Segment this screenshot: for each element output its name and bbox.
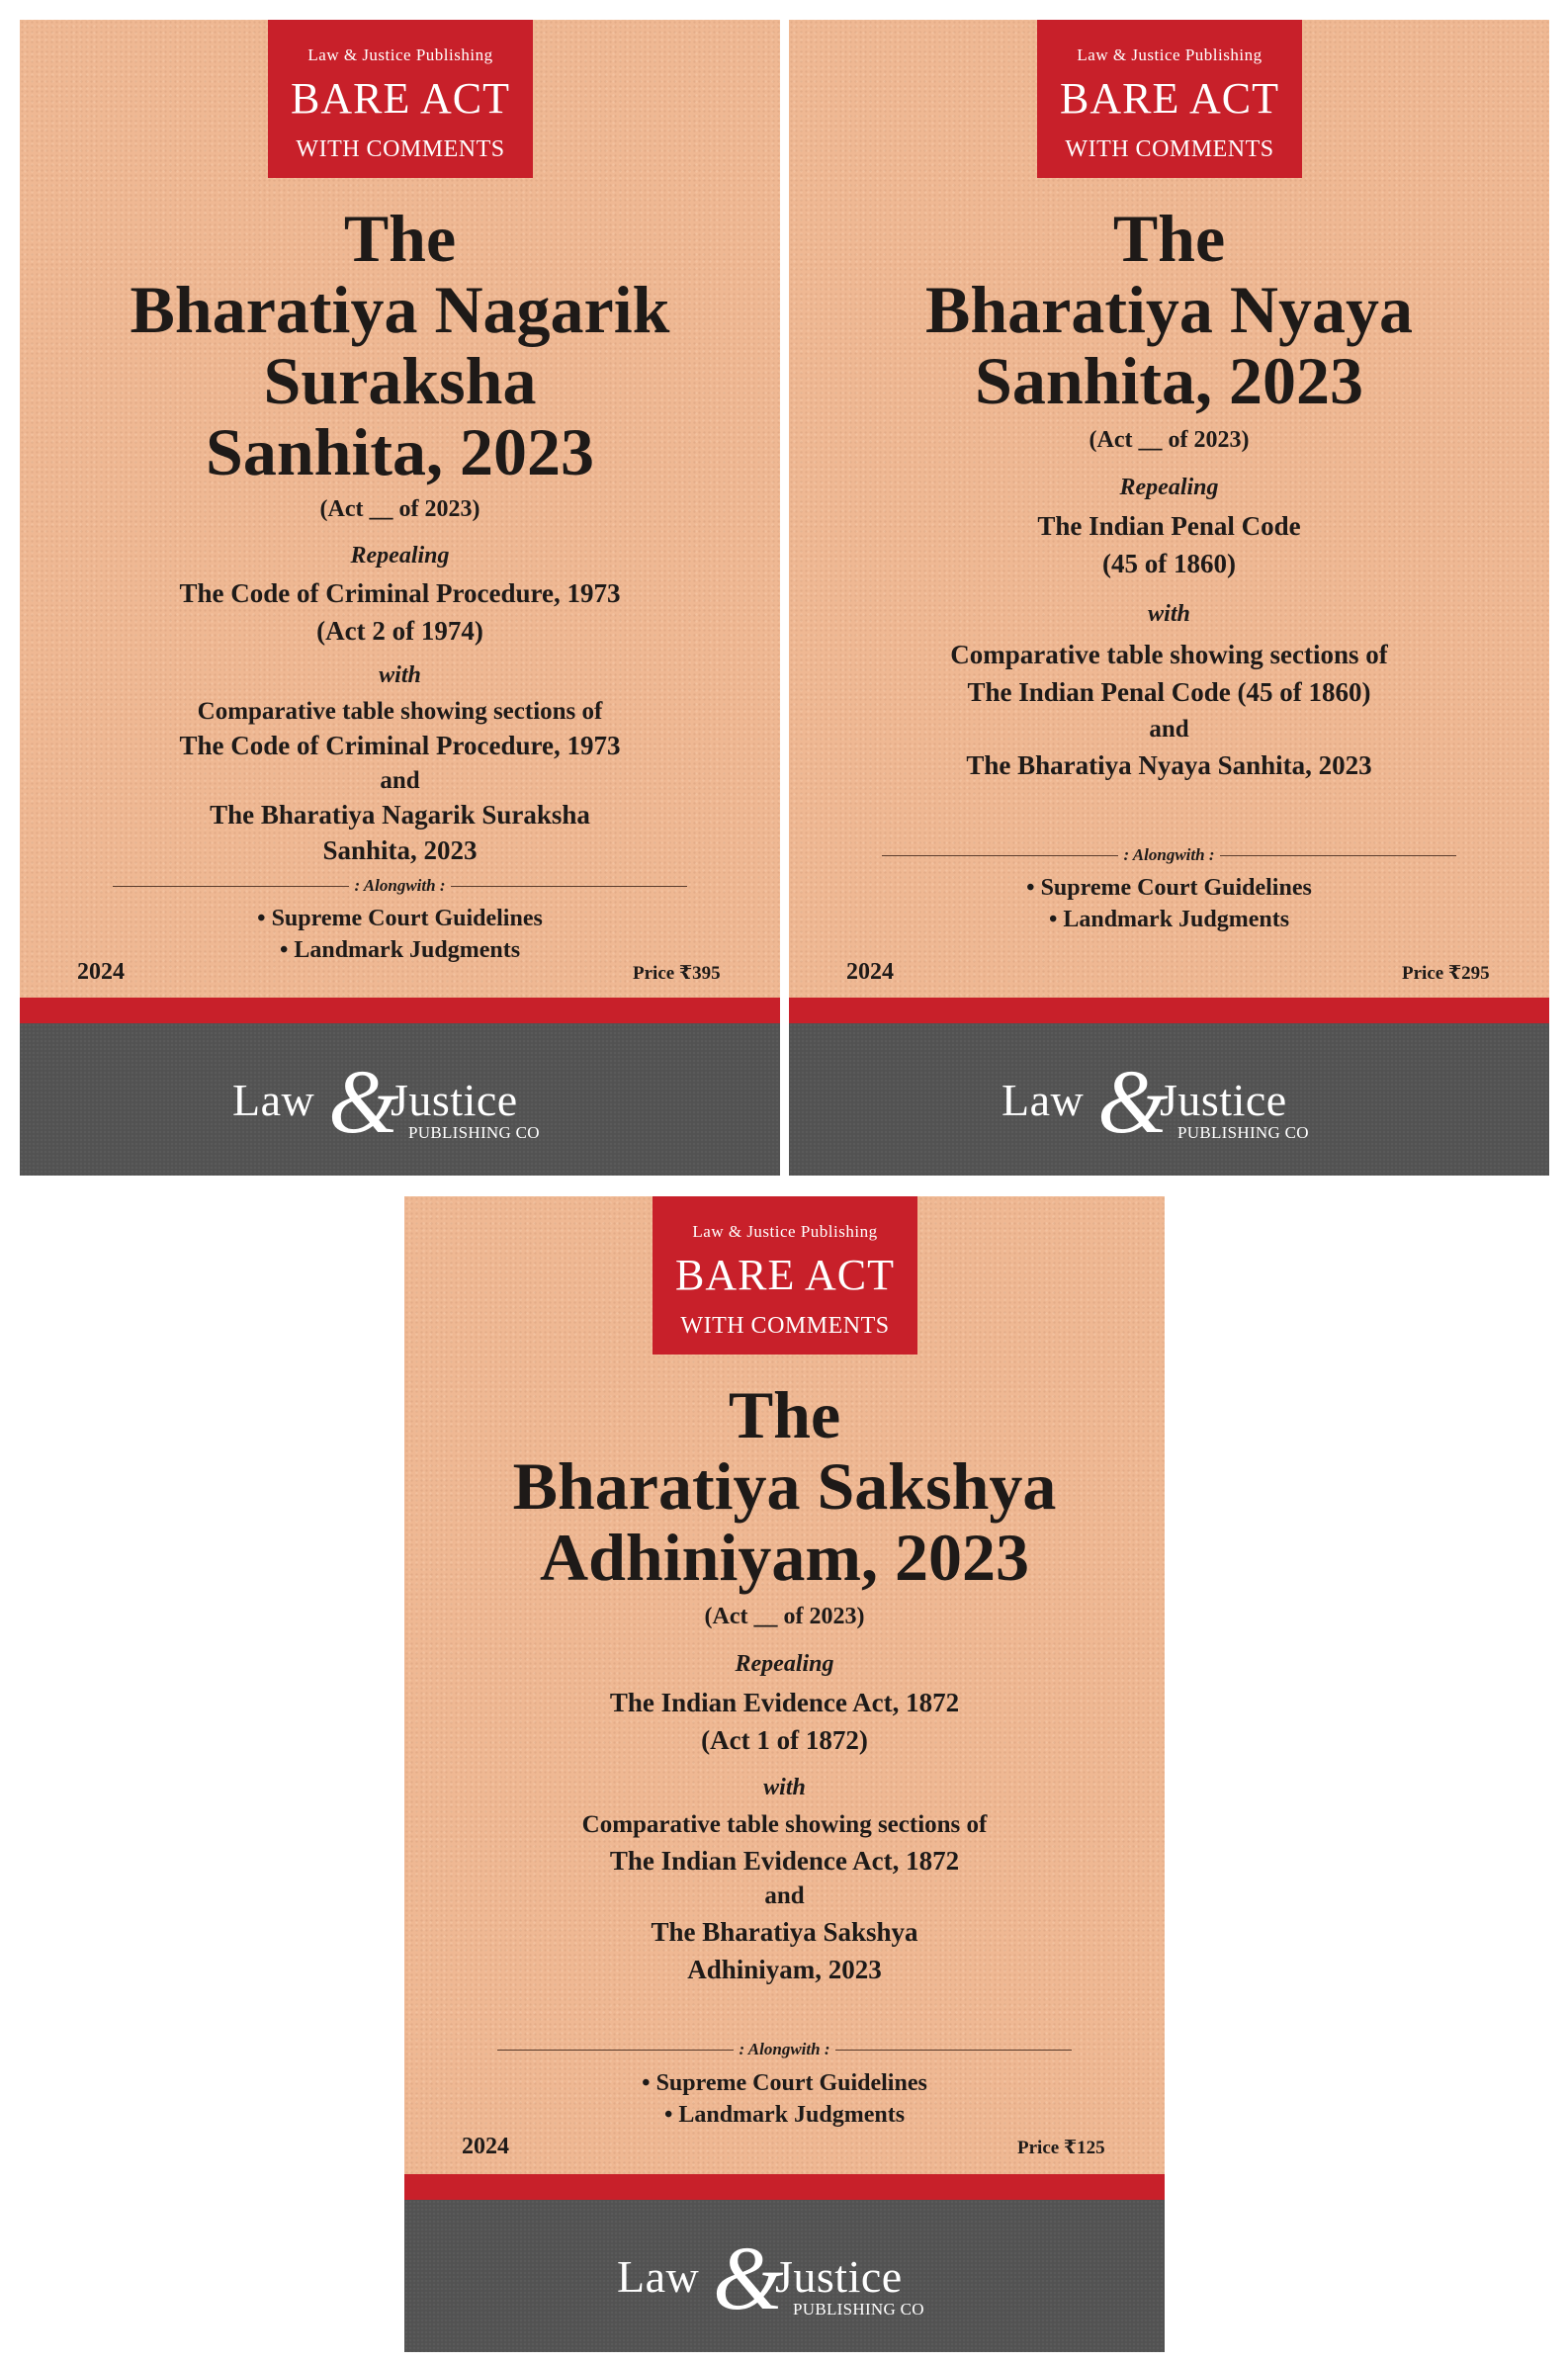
- repealed-act-line: The Indian Evidence Act, 1872: [609, 1688, 960, 1717]
- publisher-small-label: Law & Justice Publishing: [1077, 45, 1263, 64]
- with-label: with: [1148, 601, 1190, 627]
- book-title-line: Bharatiya Nyaya: [925, 272, 1413, 347]
- bare-act-badge: [653, 1196, 917, 1355]
- footer-band: [20, 1023, 780, 1176]
- comparative-line: The Indian Penal Code (45 of 1860): [967, 677, 1371, 707]
- logo-law-text: Law: [232, 1075, 315, 1125]
- price-label: Price ₹395: [633, 963, 721, 984]
- price-label: Price ₹125: [1017, 2138, 1105, 2158]
- act-number: (Act __ of 2023): [704, 1604, 865, 1629]
- comparative-line: Comparative table showing sections of: [197, 698, 603, 725]
- logo-ampersand: &: [713, 2228, 784, 2328]
- bullet-item: • Landmark Judgments: [279, 937, 521, 963]
- book-cover-nyaya-sanhita: [789, 20, 1549, 1176]
- logo-law-text: Law: [1002, 1075, 1085, 1125]
- book-title-line: The: [1112, 201, 1226, 276]
- book-title-line: Adhiniyam, 2023: [540, 1520, 1029, 1595]
- red-band: [404, 2174, 1165, 2200]
- logo-law-text: Law: [617, 2251, 700, 2302]
- publisher-logo: [1002, 1051, 1338, 1152]
- bullet-item: • Landmark Judgments: [663, 2102, 906, 2128]
- alongwith-label: : Alongwith :: [354, 876, 446, 895]
- bullet-item: • Landmark Judgments: [1048, 907, 1290, 932]
- bullet-item: • Supreme Court Guidelines: [257, 906, 543, 931]
- publisher-small-label: Law & Justice Publishing: [692, 1222, 878, 1241]
- publisher-logo: [617, 2228, 953, 2328]
- comparative-line: Comparative table showing sections of: [581, 1811, 988, 1838]
- bare-act-badge: [1037, 20, 1302, 178]
- alongwith-label: : Alongwith :: [739, 2040, 830, 2058]
- alongwith-divider: [113, 876, 687, 896]
- book-title-line: Suraksha: [263, 343, 537, 418]
- book-title-line: Sanhita, 2023: [975, 343, 1363, 418]
- logo-subtitle: PUBLISHING CO: [793, 2300, 924, 2318]
- comparative-line: and: [764, 1882, 805, 1909]
- book-cover-sakshya-adhiniyam: [404, 1196, 1165, 2352]
- divider-rule: [451, 886, 687, 887]
- repealing-label: Repealing: [735, 1651, 834, 1677]
- comparative-line: Sanhita, 2023: [322, 835, 478, 865]
- repealed-act-line: (Act 2 of 1974): [316, 616, 483, 646]
- bullet-item: • Supreme Court Guidelines: [642, 2070, 927, 2096]
- comparative-line: Adhiniyam, 2023: [687, 1955, 882, 1984]
- repealed-act-line: (Act 1 of 1872): [701, 1725, 868, 1755]
- divider-rule: [1220, 855, 1456, 856]
- bullet-item: • Supreme Court Guidelines: [1026, 875, 1312, 901]
- logo-ampersand: &: [1097, 1051, 1169, 1152]
- logo-subtitle: PUBLISHING CO: [408, 1123, 540, 1142]
- comparative-line: and: [1149, 716, 1189, 743]
- book-title-line: Sanhita, 2023: [206, 414, 594, 489]
- comparative-line: Comparative table showing sections of: [950, 640, 1388, 669]
- comparative-line: The Bharatiya Nyaya Sanhita, 2023: [966, 750, 1372, 780]
- badge-sub-label: WITH COMMENTS: [296, 136, 505, 162]
- comparative-line: and: [380, 767, 420, 794]
- logo-justice-text: Justice: [775, 2251, 903, 2302]
- with-label: with: [763, 1775, 806, 1800]
- bare-act-badge: [268, 20, 533, 178]
- logo-justice-text: Justice: [391, 1075, 518, 1125]
- edition-year: 2024: [846, 959, 894, 985]
- logo-justice-text: Justice: [1160, 1075, 1287, 1125]
- alongwith-divider: [497, 2040, 1072, 2059]
- footer-band: [404, 2200, 1165, 2352]
- repealed-act-line: The Indian Penal Code: [1037, 511, 1301, 541]
- book-title-line: The: [728, 1377, 841, 1452]
- red-band: [20, 998, 780, 1023]
- book-title-line: Bharatiya Sakshya: [512, 1448, 1057, 1524]
- divider-rule: [497, 2050, 734, 2051]
- divider-rule: [113, 886, 349, 887]
- comparative-line: The Indian Evidence Act, 1872: [609, 1846, 960, 1876]
- badge-sub-label: WITH COMMENTS: [1065, 136, 1274, 162]
- price-label: Price ₹295: [1402, 963, 1490, 984]
- badge-main-label: BARE ACT: [291, 74, 510, 123]
- red-band: [789, 998, 1549, 1023]
- badge-main-label: BARE ACT: [675, 1251, 895, 1299]
- act-number: (Act __ of 2023): [319, 496, 480, 522]
- badge-main-label: BARE ACT: [1060, 74, 1279, 123]
- repealing-label: Repealing: [1119, 475, 1219, 500]
- publisher-logo: [232, 1051, 568, 1152]
- alongwith-divider: [882, 845, 1456, 865]
- comparative-line: The Bharatiya Nagarik Suraksha: [210, 800, 590, 830]
- repealed-act-line: (45 of 1860): [1102, 549, 1236, 578]
- act-number: (Act __ of 2023): [1089, 427, 1250, 453]
- edition-year: 2024: [77, 959, 125, 985]
- repealing-label: Repealing: [350, 543, 450, 569]
- with-label: with: [379, 662, 421, 688]
- divider-rule: [882, 855, 1118, 856]
- logo-ampersand: &: [328, 1051, 399, 1152]
- divider-rule: [835, 2050, 1072, 2051]
- book-title-line: Bharatiya Nagarik: [130, 272, 670, 347]
- edition-year: 2024: [462, 2134, 509, 2159]
- book-cover-nagarik-suraksha: [20, 20, 780, 1176]
- book-title-line: The: [343, 201, 457, 276]
- alongwith-label: : Alongwith :: [1123, 845, 1215, 864]
- badge-sub-label: WITH COMMENTS: [680, 1313, 890, 1339]
- footer-band: [789, 1023, 1549, 1176]
- comparative-line: The Code of Criminal Procedure, 1973: [179, 731, 621, 760]
- publisher-small-label: Law & Justice Publishing: [307, 45, 493, 64]
- logo-subtitle: PUBLISHING CO: [1177, 1123, 1309, 1142]
- comparative-line: The Bharatiya Sakshya: [651, 1917, 918, 1947]
- repealed-act-line: The Code of Criminal Procedure, 1973: [179, 578, 621, 608]
